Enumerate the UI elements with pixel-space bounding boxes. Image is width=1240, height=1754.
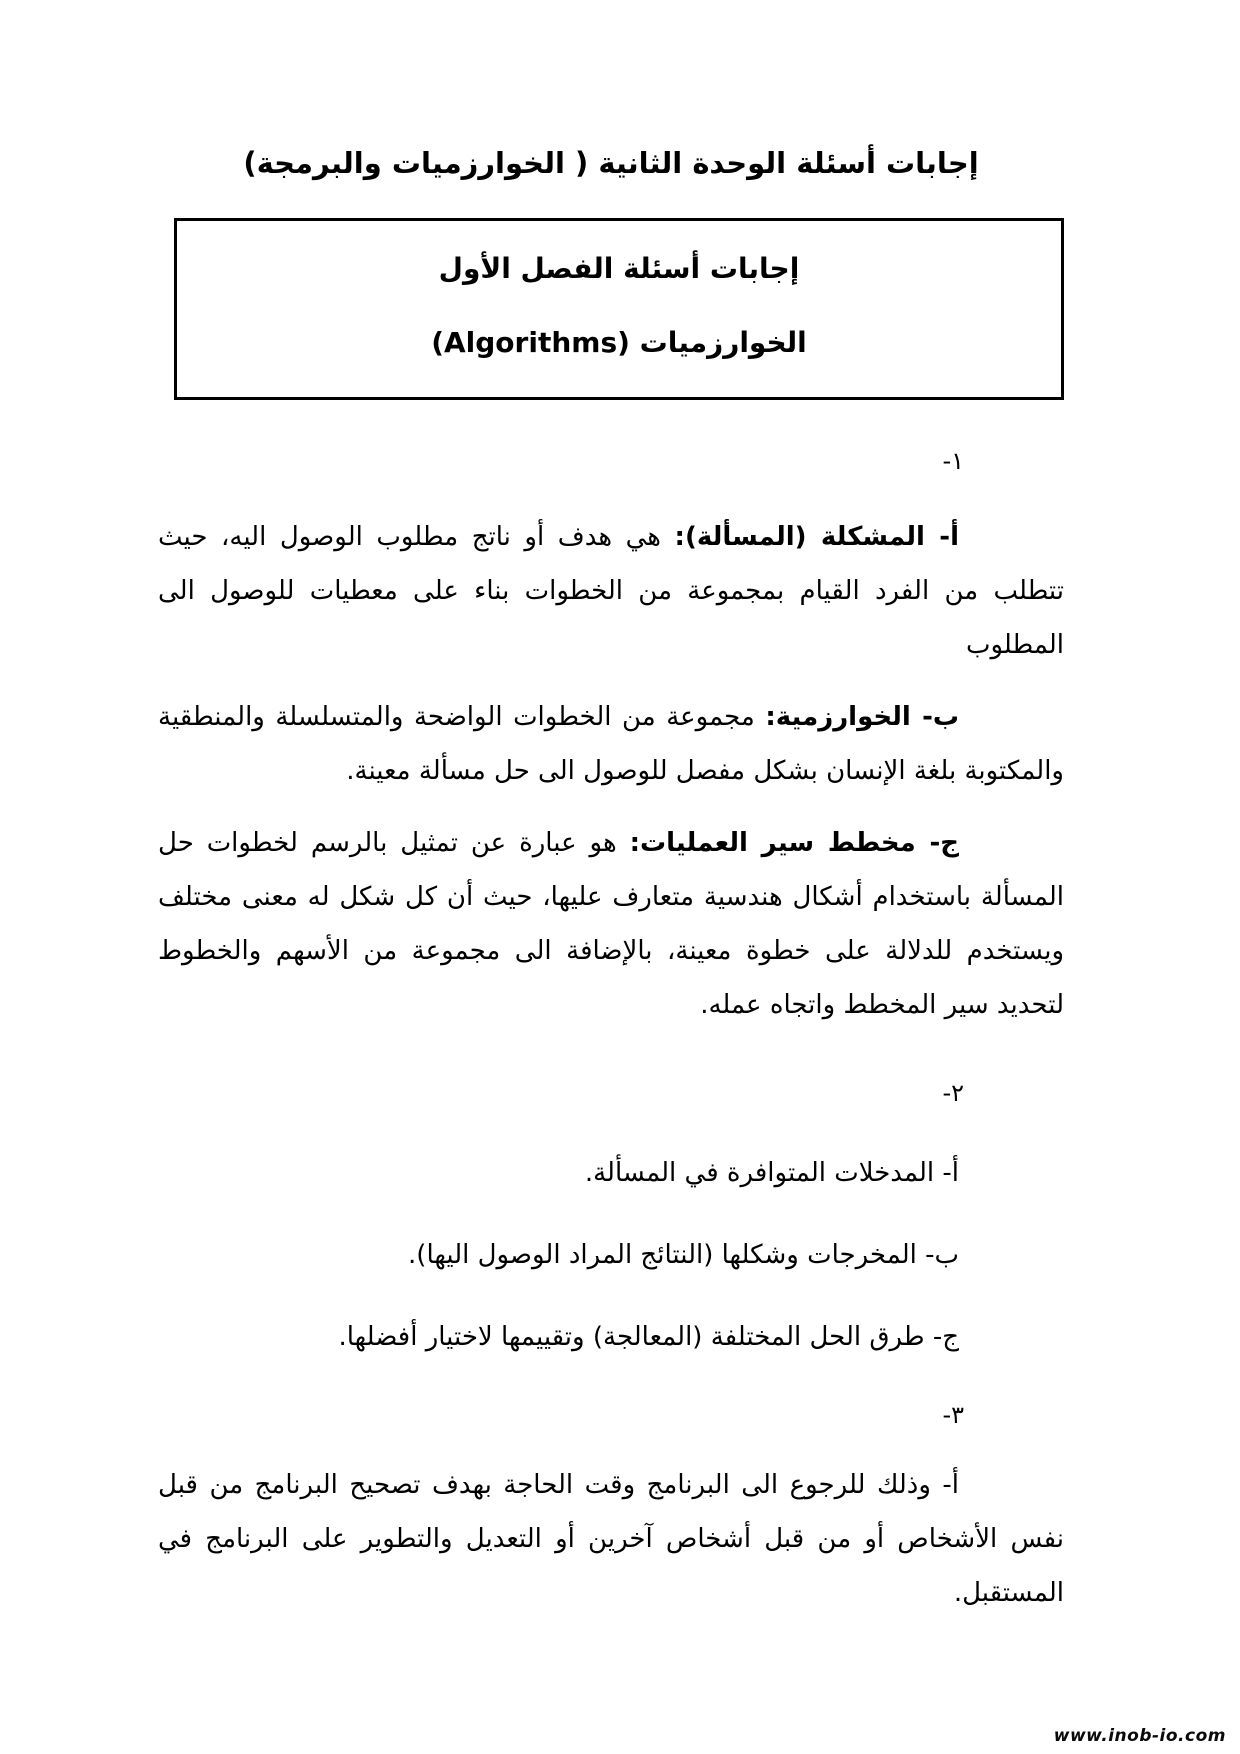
definition-algorithm-term: ب- الخوارزمية: — [765, 702, 959, 732]
question-number-3: ٣- — [942, 1401, 964, 1429]
definition-problem-text: هي هدف أو ناتج مطلوب الوصول اليه، حيث تتطلب من الفرد القيام بمجموعة من الخطوات بناء على معطيات للوصول الى المطلوب — [158, 522, 1064, 660]
question-number-1: ١- — [942, 447, 964, 475]
definition-flowchart-term: ج- مخطط سير العمليات: — [629, 828, 960, 858]
watermark-url: www.inob-io.com — [1053, 1726, 1226, 1746]
answer2-item-b: ب- المخرجات وشكلها (النتائج المراد الوصول اليها). — [408, 1240, 959, 1270]
definition-algorithm — [158, 690, 1064, 798]
chapter-subject: الخوارزميات (Algorithms) — [431, 326, 807, 359]
page-title: إجابات أسئلة الوحدة الثانية ( الخوارزميات والبرمجة) — [243, 146, 979, 180]
question-number-2: ٢- — [942, 1079, 964, 1107]
definition-algorithm-text: مجموعة من الخطوات الواضحة والمتسلسلة والمنطقية والمكتوبة بلغة الإنسان بشكل مفصل للوصول الى حل مسألة معينة. — [158, 702, 1064, 786]
chapter-heading-box — [174, 218, 1064, 400]
definition-flowchart-text: هو عبارة عن تمثيل بالرسم لخطوات حل المسألة باستخدام أشكال هندسية متعارف عليها، حيث أن كل شكل له معنى مختلف ويستخدم للدلالة على خطوة معينة، بالإضافة الى مجموعة من الأسهم والخطوط لتحديد سير المخطط واتجاه عمله. — [158, 828, 1064, 1020]
definition-problem — [158, 510, 1064, 672]
chapter-heading: إجابات أسئلة الفصل الأول — [438, 252, 800, 285]
definition-problem-term: أ- المشكلة (المسألة): — [674, 522, 959, 552]
page-content — [158, 0, 1064, 1620]
answer3-paragraph: أ- وذلك للرجوع الى البرنامج وقت الحاجة بهدف تصحيح البرنامج من قبل نفس الأشخاص أو من قبل أشخاص آخرين أو التعديل والتطوير على البرنامج في المستقبل. — [158, 1470, 1064, 1608]
answer2-item-c: ج- طرق الحل المختلفة (المعالجة) وتقييمها لاختيار أفضلها. — [338, 1322, 959, 1352]
definition-flowchart — [158, 816, 1064, 1032]
answer2-item-a: أ- المدخلات المتوافرة في المسألة. — [584, 1158, 959, 1188]
